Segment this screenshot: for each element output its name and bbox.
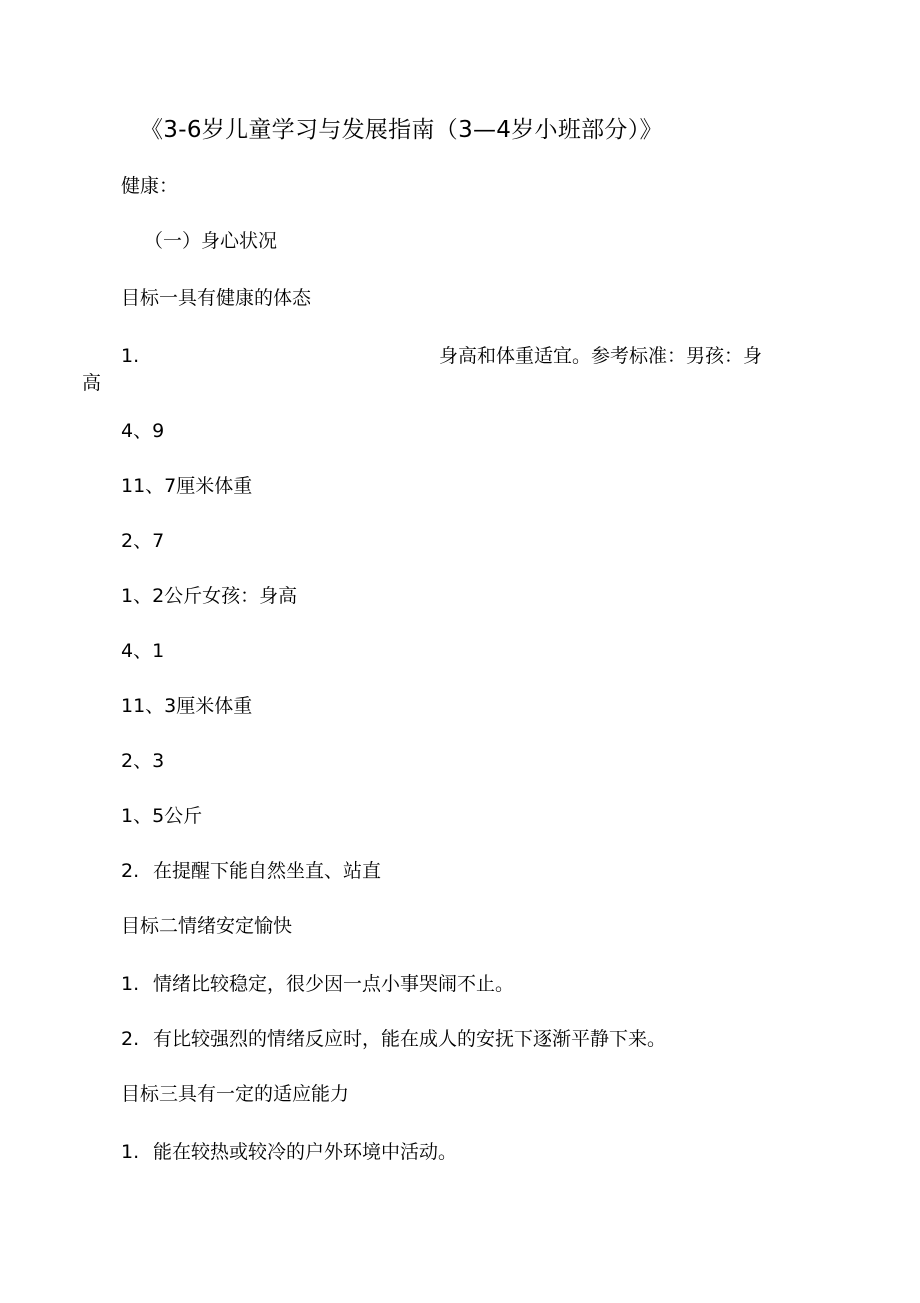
goal1-item2-text: 在提醒下能自然坐直、站直 bbox=[153, 860, 382, 882]
goal3-item1-number: 1. bbox=[121, 1141, 140, 1163]
goal2-item1-text: 情绪比较稳定，很少因一点小事哭闹不止。 bbox=[153, 973, 515, 995]
goal1-item1-text: 身高和体重适宜。参考标准：男孩：身 bbox=[439, 345, 763, 367]
goal2-heading: 目标二情绪安定愉快 bbox=[121, 915, 293, 937]
section-heading: （一）身心状况 bbox=[144, 230, 278, 252]
measure-line: 11、3厘米体重 bbox=[121, 695, 253, 717]
goal2-item2-text: 有比较强烈的情绪反应时，能在成人的安抚下逐渐平静下来。 bbox=[153, 1028, 667, 1050]
measure-line: 4、1 bbox=[121, 640, 165, 662]
goal2-item2-number: 2. bbox=[121, 1028, 140, 1050]
measure-line: 4、9 bbox=[121, 420, 165, 442]
document-title: 《3-6岁儿童学习与发展指南（3—4岁小班部分）》 bbox=[140, 117, 663, 143]
measure-line: 2、3 bbox=[121, 750, 165, 772]
goal1-item1-number: 1. bbox=[121, 345, 140, 367]
goal1-heading: 目标一具有健康的体态 bbox=[121, 287, 312, 309]
goal1-item1-wrap: 高 bbox=[82, 372, 102, 394]
goal1-item2-number: 2. bbox=[121, 860, 140, 882]
measure-line: 2、7 bbox=[121, 530, 165, 552]
measure-line: 11、7厘米体重 bbox=[121, 475, 253, 497]
goal3-heading: 目标三具有一定的适应能力 bbox=[121, 1083, 350, 1105]
goal3-item1-text: 能在较热或较冷的户外环境中活动。 bbox=[153, 1141, 458, 1163]
domain-heading: 健康： bbox=[121, 175, 179, 197]
goal2-item1-number: 1. bbox=[121, 973, 140, 995]
measure-line: 1、5公斤 bbox=[121, 805, 203, 827]
measure-line: 1、2公斤女孩：身高 bbox=[121, 585, 298, 607]
